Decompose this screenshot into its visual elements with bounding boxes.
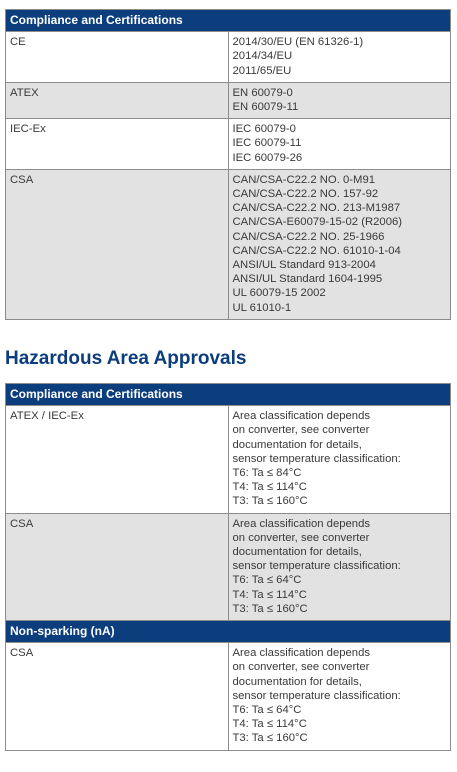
value-line: IEC 60079-0: [232, 123, 296, 136]
row-label: CSA: [6, 643, 229, 750]
section-title: Hazardous Area Approvals: [5, 348, 247, 369]
row-label: CE: [6, 32, 229, 83]
value-line: IEC 60079-11: [232, 137, 302, 150]
value-line: documentation for details,: [232, 675, 362, 688]
value-line: Area classification depends: [232, 410, 371, 423]
value-line: T3: Ta ≤ 160°C: [232, 732, 308, 745]
value-line: ANSI/UL Standard 1604-1995: [232, 273, 383, 286]
table-row: [6, 119, 451, 170]
row-values: [228, 119, 451, 170]
table-row: [6, 82, 451, 118]
value-line: CAN/CSA-C22.2 NO. 25-1966: [232, 230, 385, 243]
value-line: IEC 60079-26: [232, 151, 303, 164]
value-line: 2014/30/EU (EN 61326-1): [232, 36, 364, 49]
value-line: CAN/CSA-C22.2 NO. 213-M1987: [232, 202, 401, 215]
value-line: UL 61010-1: [232, 301, 292, 314]
table-header-row: [6, 384, 451, 406]
value-line: T4: Ta ≤ 114°C: [232, 718, 307, 731]
table-subheader: Non-sparking (nA): [6, 621, 451, 643]
compliance-table: [5, 9, 451, 320]
value-line: CAN/CSA-C22.2 NO. 157-92: [232, 188, 379, 201]
value-line: T6: Ta ≤ 84°C: [232, 467, 302, 480]
value-line: sensor temperature classification:: [232, 560, 401, 573]
row-values: [228, 169, 451, 319]
row-values: [228, 82, 451, 118]
hazardous-area-table: [5, 383, 451, 751]
value-line: on converter, see converter: [232, 531, 370, 544]
row-label: CSA: [6, 513, 229, 620]
value-line: documentation for details,: [232, 546, 362, 559]
value-line: sensor temperature classification:: [232, 452, 401, 465]
table-header-row: [6, 10, 451, 32]
table-subheader-row: [6, 621, 451, 643]
value-line: ANSI/UL Standard 913-2004: [232, 259, 376, 272]
value-line: UL 60079-15 2002: [232, 287, 326, 300]
value-line: Area classification depends: [232, 647, 371, 660]
row-label: ATEX: [6, 82, 229, 118]
row-label: CSA: [6, 169, 229, 319]
value-line: on converter, see converter: [232, 661, 370, 674]
value-line: CAN/CSA-C22.2 NO. 0-M91: [232, 173, 376, 186]
value-line: T3: Ta ≤ 160°C: [232, 495, 308, 508]
row-label: IEC-Ex: [6, 119, 229, 170]
value-line: documentation for details,: [232, 438, 362, 451]
table-row: [6, 169, 451, 319]
value-line: EN 60079-11: [232, 101, 299, 114]
value-line: EN 60079-0: [232, 86, 293, 99]
value-line: T3: Ta ≤ 160°C: [232, 602, 308, 615]
row-values: [228, 513, 451, 620]
table-row: [6, 32, 451, 83]
value-line: T6: Ta ≤ 64°C: [232, 574, 302, 587]
value-line: 2014/34/EU: [232, 50, 293, 63]
value-line: on converter, see converter: [232, 424, 370, 437]
row-values: [228, 406, 451, 513]
table-header: Compliance and Certifications: [6, 384, 451, 406]
table-row: [6, 406, 451, 513]
row-values: [228, 643, 451, 750]
value-line: sensor temperature classification:: [232, 689, 401, 702]
value-line: T4: Ta ≤ 114°C: [232, 481, 307, 494]
table-row: [6, 643, 451, 750]
value-line: T6: Ta ≤ 64°C: [232, 704, 302, 717]
table-row: [6, 513, 451, 620]
value-line: Area classification depends: [232, 517, 371, 530]
row-values: [228, 32, 451, 83]
value-line: CAN/CSA-C22.2 NO. 61010-1-04: [232, 244, 401, 257]
table-header: Compliance and Certifications: [6, 10, 451, 32]
row-label: ATEX / IEC-Ex: [6, 406, 229, 513]
value-line: T4: Ta ≤ 114°C: [232, 588, 307, 601]
value-line: CAN/CSA-E60079-15-02 (R2006): [232, 216, 403, 229]
value-line: 2011/65/EU: [232, 64, 292, 77]
